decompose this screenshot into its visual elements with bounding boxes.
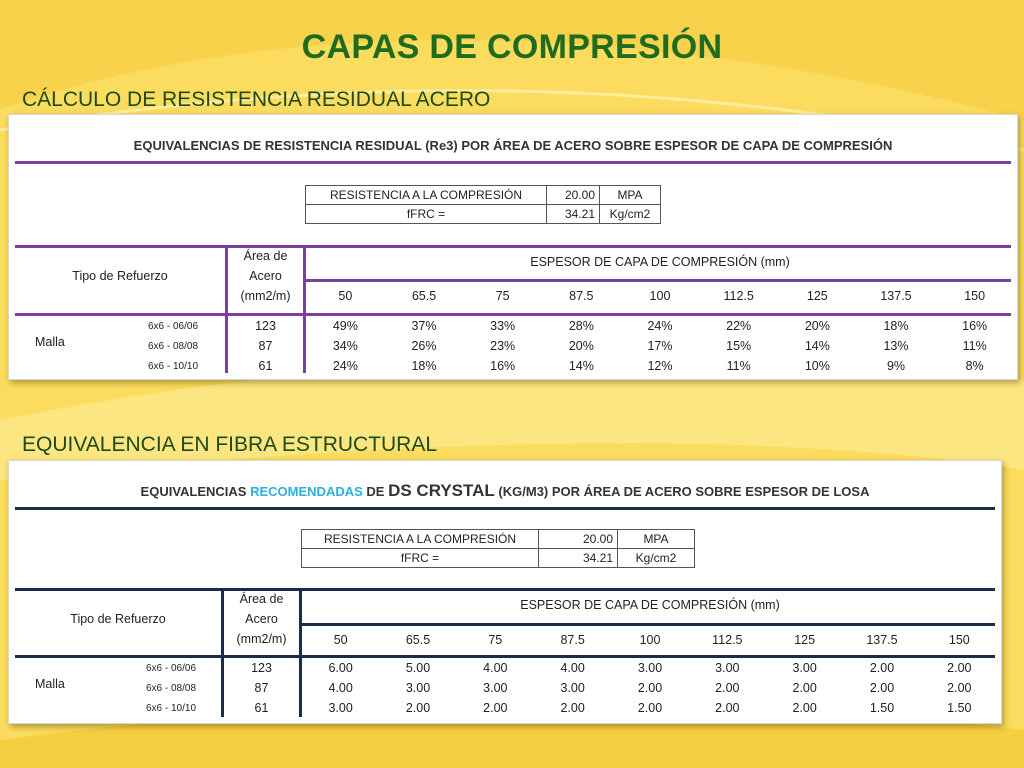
group-label-malla: Malla: [35, 677, 65, 691]
table-cell-value: 2.00: [637, 681, 663, 695]
thickness-column-header: 150: [964, 289, 986, 303]
table-cell-value: 22%: [726, 319, 752, 333]
table-cell-value: 2.00: [869, 661, 895, 675]
table-cell-value: 2.00: [405, 701, 431, 715]
table-cell-value: 6.00: [328, 661, 353, 675]
property-value: 20.00: [547, 186, 600, 205]
thickness-column-header: 65.5: [405, 633, 431, 647]
property-unit: Kg/cm2: [618, 549, 695, 568]
property-unit: Kg/cm2: [600, 205, 661, 224]
table-cell-value: 17%: [647, 339, 673, 353]
table-cell-value: 28%: [568, 319, 594, 333]
table-cell-value: 11%: [962, 339, 987, 353]
thickness-column-header: 50: [338, 289, 353, 303]
property-label: RESISTENCIA A LA COMPRESIÓN: [306, 186, 547, 205]
thickness-column-header: 112.5: [723, 289, 754, 303]
table-cell-value: 3.00: [483, 681, 508, 695]
table-cell-value: 34%: [332, 339, 358, 353]
property-label: fFRC =: [302, 549, 539, 568]
row-area-value: 87: [258, 339, 273, 353]
table-cell-value: 2.00: [637, 701, 663, 715]
properties-row: [306, 186, 661, 205]
table-header-bottom-line: [15, 655, 995, 658]
table-cell-value: 2.00: [947, 681, 972, 695]
table-cell-value: 3.00: [637, 661, 663, 675]
table-cell-value: 2.00: [560, 701, 585, 715]
row-area-value: 87: [254, 681, 269, 695]
area-acero-header: Acero: [245, 612, 278, 626]
properties-row: [302, 549, 695, 568]
table-cell-value: 2.00: [715, 681, 740, 695]
table-cell-value: 26%: [411, 339, 437, 353]
thickness-header-line: [299, 623, 995, 626]
property-value: 20.00: [539, 530, 618, 549]
properties-table: [301, 529, 695, 568]
espesor-header: ESPESOR DE CAPA DE COMPRESIÓN (mm): [530, 255, 790, 269]
table-cell-value: 2.00: [792, 701, 817, 715]
table-cell-value: 18%: [411, 359, 437, 373]
property-value: 34.21: [539, 549, 618, 568]
table-title: EQUIVALENCIAS RECOMENDADAS DE DS CRYSTAL (KG/M3) POR ÁREA DE ACERO SOBRE ESPESOR DE LOSA: [140, 481, 870, 500]
table-cell-value: 23%: [490, 339, 516, 353]
table-cell-value: 3.00: [715, 661, 740, 675]
separator-line: [15, 507, 995, 510]
table-cell-value: 16%: [490, 359, 516, 373]
row-area-value: 123: [255, 319, 276, 333]
table-cell-value: 3.00: [328, 701, 353, 715]
row-mesh-name: 6x6 - 06/06: [145, 663, 197, 674]
table-cell-value: 10%: [804, 359, 830, 373]
separator-line: [15, 161, 1011, 164]
row-mesh-name: 6x6 - 06/06: [147, 321, 199, 332]
table-cell-value: 14%: [568, 359, 594, 373]
slide-title: CAPAS DE COMPRESIÓN: [301, 28, 723, 66]
area-acero-header: (mm2/m): [240, 289, 291, 303]
row-area-value: 61: [258, 359, 273, 373]
table-cell-value: 5.00: [405, 661, 431, 675]
row-mesh-name: 6x6 - 10/10: [145, 703, 197, 714]
table-cell-value: 3.00: [405, 681, 431, 695]
thickness-column-header: 125: [806, 289, 828, 303]
table-cell-value: 4.00: [560, 661, 585, 675]
table-header-top-line: [15, 245, 1011, 248]
thickness-header-line: [303, 279, 1011, 282]
tipo-refuerzo-header: Tipo de Refuerzo: [70, 612, 166, 626]
table-cell-value: 2.00: [869, 681, 895, 695]
table-cell-value: 4.00: [483, 661, 508, 675]
area-acero-header: Área de: [243, 249, 288, 263]
table-cell-value: 11%: [726, 359, 751, 373]
table-cell-value: 13%: [883, 339, 909, 353]
table-panel-residual: [8, 114, 1018, 380]
table-cell-value: 16%: [962, 319, 988, 333]
table-cell-value: 2.00: [715, 701, 740, 715]
table-cell-value: 2.00: [947, 661, 972, 675]
area-acero-header: (mm2/m): [236, 632, 287, 646]
property-value: 34.21: [547, 205, 600, 224]
table-cell-value: 20%: [804, 319, 830, 333]
table-cell-value: 8%: [965, 359, 984, 373]
property-unit: MPA: [618, 530, 695, 549]
thickness-column-header: 125: [794, 633, 816, 647]
properties-row: [306, 205, 661, 224]
column-divider: [225, 245, 228, 373]
properties-row: [302, 530, 695, 549]
section-heading-residual: CÁLCULO DE RESISTENCIA RESIDUAL ACERO: [22, 88, 491, 111]
section-heading-fibra: EQUIVALENCIA EN FIBRA ESTRUCTURAL: [22, 433, 438, 456]
row-mesh-name: 6x6 - 10/10: [147, 361, 199, 372]
area-acero-header: Área de: [239, 592, 284, 606]
table-cell-value: 12%: [647, 359, 673, 373]
table-cell-value: 33%: [490, 319, 516, 333]
thickness-column-header: 137.5: [880, 289, 912, 303]
table-cell-value: 49%: [332, 319, 358, 333]
area-acero-header: Acero: [249, 269, 282, 283]
thickness-column-header: 75: [488, 633, 503, 647]
table-cell-value: 3.00: [560, 681, 585, 695]
thickness-column-header: 50: [333, 633, 348, 647]
properties-table: [305, 185, 661, 224]
table-header-bottom-line: [15, 313, 1011, 316]
table-cell-value: 18%: [883, 319, 909, 333]
table-cell-value: 3.00: [792, 661, 817, 675]
table-cell-value: 24%: [647, 319, 673, 333]
row-area-value: 123: [251, 661, 272, 675]
table-panel-fibra: [8, 460, 1002, 724]
table-cell-value: 14%: [804, 339, 830, 353]
thickness-column-header: 100: [649, 289, 671, 303]
table-cell-value: 20%: [568, 339, 594, 353]
thickness-column-header: 100: [639, 633, 661, 647]
thickness-column-header: 112.5: [712, 633, 743, 647]
espesor-header: ESPESOR DE CAPA DE COMPRESIÓN (mm): [520, 598, 780, 612]
table-cell-value: 1.50: [947, 701, 972, 715]
group-label-malla: Malla: [35, 335, 65, 349]
thickness-column-header: 87.5: [569, 289, 594, 303]
row-mesh-name: 6x6 - 08/08: [147, 341, 199, 352]
table-cell-value: 37%: [411, 319, 437, 333]
column-divider: [221, 588, 224, 717]
thickness-column-header: 137.5: [866, 633, 898, 647]
row-mesh-name: 6x6 - 08/08: [145, 683, 197, 694]
thickness-column-header: 65.5: [411, 289, 437, 303]
table-cell-value: 15%: [726, 339, 752, 353]
row-area-value: 61: [254, 701, 269, 715]
table-header-top-line: [15, 588, 995, 591]
thickness-column-header: 87.5: [560, 633, 585, 647]
property-unit: MPA: [600, 186, 661, 205]
table-cell-value: 2.00: [792, 681, 817, 695]
property-label: fFRC =: [306, 205, 547, 224]
table-cell-value: 24%: [332, 359, 358, 373]
tipo-refuerzo-header: Tipo de Refuerzo: [72, 269, 168, 283]
table-cell-value: 4.00: [328, 681, 353, 695]
property-label: RESISTENCIA A LA COMPRESIÓN: [302, 530, 539, 549]
table-cell-value: 1.50: [869, 701, 895, 715]
thickness-column-header: 75: [495, 289, 510, 303]
table-title: EQUIVALENCIAS DE RESISTENCIA RESIDUAL (Re3) POR ÁREA DE ACERO SOBRE ESPESOR DE CAPA DE COMPRESIÓN: [133, 138, 893, 153]
table-cell-value: 9%: [886, 359, 906, 373]
thickness-column-header: 150: [948, 633, 970, 647]
table-cell-value: 2.00: [483, 701, 508, 715]
